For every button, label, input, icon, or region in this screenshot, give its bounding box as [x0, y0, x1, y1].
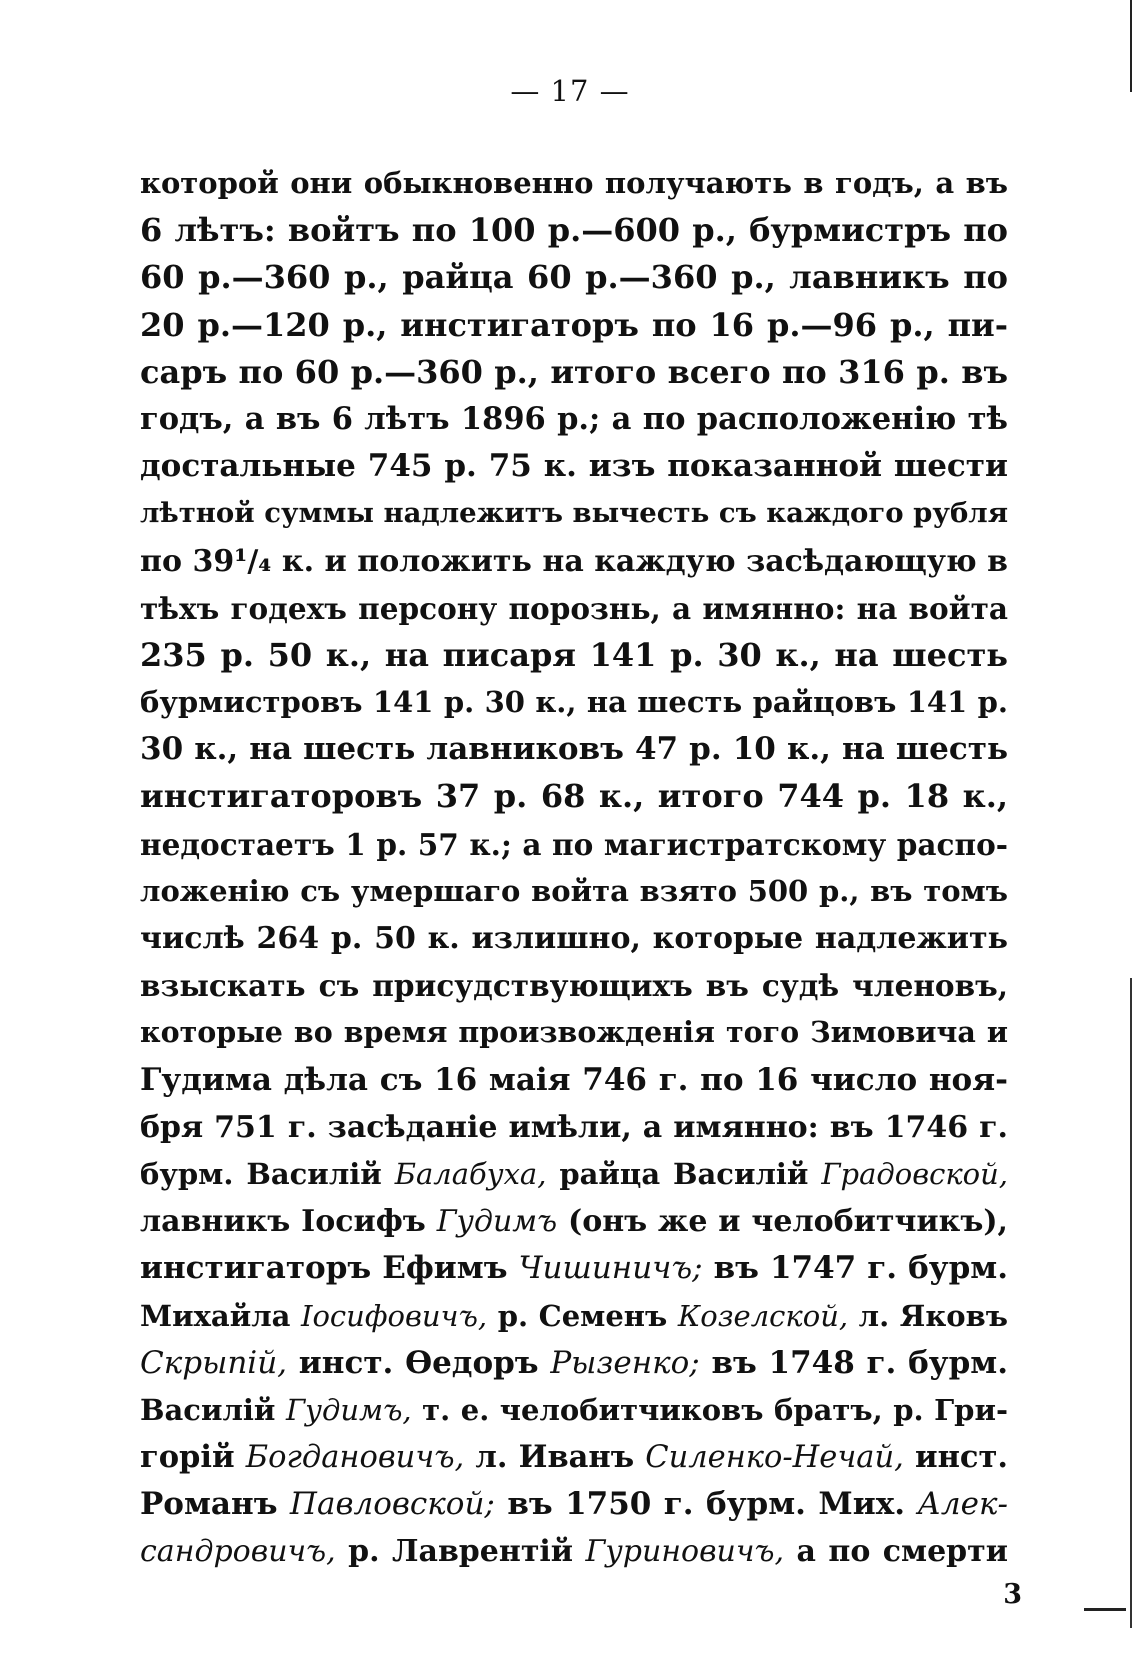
text-line [140, 490, 1008, 537]
text-run: р. Лаврентій [335, 1534, 586, 1570]
text-run: которые во время произвожденія того Зимовича и [140, 1015, 1008, 1050]
text-line [140, 868, 1008, 915]
text-line [140, 1245, 1008, 1292]
italic-name: Чишиничъ; [518, 1250, 703, 1287]
printer-signature-mark: 3 [1003, 1579, 1022, 1610]
text-line [140, 207, 1008, 254]
text-run: достальные 745 р. 75 к. изъ показанной шести [140, 448, 1008, 485]
text-line [140, 349, 1008, 396]
text-line [140, 1198, 1008, 1245]
text-line [140, 538, 1008, 585]
text-run: 30 к., на шесть лавниковъ 47 р. 10 к., на шесть [140, 731, 1008, 768]
text-run: бурм. Василій [140, 1156, 395, 1191]
text-line [140, 1528, 1008, 1575]
text-run: числѣ 264 р. 50 к. излишно, которые надлежить [140, 921, 1008, 956]
text-line [140, 1387, 1008, 1434]
text-run: Михайла [140, 1298, 301, 1333]
text-run: л. Иванъ [464, 1439, 646, 1476]
text-line [140, 1481, 1008, 1528]
text-run: недостаетъ 1 р. 57 к.; а по магистратскому распо- [140, 826, 1008, 862]
text-line [140, 396, 1008, 443]
scan-edge-mark [1084, 1608, 1126, 1611]
text-line [140, 443, 1008, 490]
text-line [140, 726, 1008, 773]
text-run: инстигаторовъ 37 р. 68 к., итого 744 р. 18 к., [140, 777, 1008, 816]
text-run: (онъ же и челобитчикъ), [557, 1204, 1008, 1240]
text-line [140, 160, 1008, 207]
text-line [140, 962, 1008, 1009]
text-run: инст. Өедоръ [287, 1344, 551, 1381]
text-run: р. Семенъ [487, 1298, 678, 1333]
text-run: л. Яковъ [848, 1298, 1008, 1333]
italic-name: Силенко-Нечай, [645, 1440, 904, 1476]
text-run: взыскать съ присудствующихъ въ судѣ членовъ, [140, 968, 1008, 1004]
text-run: въ 1748 г. бурм. [699, 1344, 1008, 1381]
text-line [140, 1434, 1008, 1481]
text-run: по 39¹/₄ к. и положить на каждую засѣдающую в [140, 543, 1008, 579]
text-run: а по смерти [784, 1534, 1008, 1570]
text-line [140, 1340, 1008, 1387]
text-line [140, 1293, 1008, 1340]
text-line [140, 254, 1008, 301]
italic-name: Рызенко; [550, 1344, 700, 1381]
text-line [140, 632, 1008, 679]
text-run: райца Василій [546, 1156, 822, 1191]
text-line [140, 915, 1008, 962]
italic-name: Алек- [917, 1486, 1008, 1523]
italic-name: Гуриновичъ, [585, 1534, 785, 1570]
page-body-text [140, 160, 1008, 1576]
text-run: 60 р.—360 р., райца 60 р.—360 р., лавникъ по [140, 258, 1008, 297]
italic-name: Гудимъ [436, 1204, 558, 1240]
italic-name: Павловской; [289, 1486, 495, 1523]
text-run: бурмистровъ 141 р. 30 к., на шесть райцовъ 141 р. [140, 685, 1008, 720]
text-run: 6 лѣтъ: войтъ по 100 р.—600 р., бурмистръ по [140, 211, 1008, 250]
page-number: — 17 — [510, 74, 630, 108]
text-line [140, 821, 1008, 868]
text-run: инст. [903, 1439, 1009, 1476]
text-run: т. е. челобитчиковъ братъ, р. Гри- [411, 1392, 1008, 1427]
text-run: бря 751 г. засѣданіе имѣли, а имянно: въ 1746 г. [140, 1109, 1008, 1145]
italic-name: сандровичъ, [140, 1534, 336, 1570]
text-run: лавникъ Іосифъ [140, 1204, 437, 1240]
text-run: 20 р.—120 р., инстигаторъ по 16 р.—96 р., пи- [140, 305, 1008, 344]
text-line [140, 585, 1008, 632]
text-line [140, 1009, 1008, 1056]
italic-name: Козелской, [677, 1298, 849, 1333]
text-run: саръ по 60 р.—360 р., итого всего по 316 р. въ [140, 352, 1008, 391]
text-run: Романъ [140, 1486, 290, 1523]
text-run: Гудима дѣла съ 16 маія 746 г. по 16 число ноя- [140, 1061, 1008, 1098]
text-line [140, 302, 1008, 349]
italic-name: Богдановичъ, [245, 1440, 465, 1476]
text-run: 235 р. 50 к., на писаря 141 р. 30 к., на шесть [140, 635, 1008, 674]
text-line [140, 679, 1008, 726]
text-run: которой они обыкновенно получають в годъ, а въ [140, 166, 1008, 200]
italic-name: Балабуха, [394, 1156, 547, 1191]
text-run: горій [140, 1439, 246, 1476]
italic-name: Гудимъ, [285, 1392, 412, 1427]
text-run: инстигаторъ Ефимъ [140, 1250, 519, 1287]
text-run: тѣхъ годехъ персону порознь, а имянно: на войта [140, 590, 1008, 626]
italic-name: Градовской, [821, 1156, 1009, 1191]
text-run: Василій [140, 1392, 286, 1427]
text-line [140, 773, 1008, 820]
text-run: въ 1747 г. бурм. [702, 1250, 1008, 1287]
text-line [140, 1151, 1008, 1198]
text-run: годъ, а въ 6 лѣтъ 1896 р.; а по расположенію тѣ [140, 400, 1008, 437]
text-line [140, 1057, 1008, 1104]
italic-name: Скрыпій, [140, 1344, 288, 1381]
text-run: лѣтной суммы надлежитъ вычесть съ каждого рубля [140, 497, 1009, 530]
text-run: въ 1750 г. бурм. Мих. [494, 1486, 918, 1523]
text-run: ложенію съ умершаго войта взято 500 р., въ томъ [140, 873, 1008, 908]
text-line [140, 1104, 1008, 1151]
scan-edge-line [1130, 978, 1132, 1628]
italic-name: Іосифовичъ, [301, 1298, 488, 1333]
